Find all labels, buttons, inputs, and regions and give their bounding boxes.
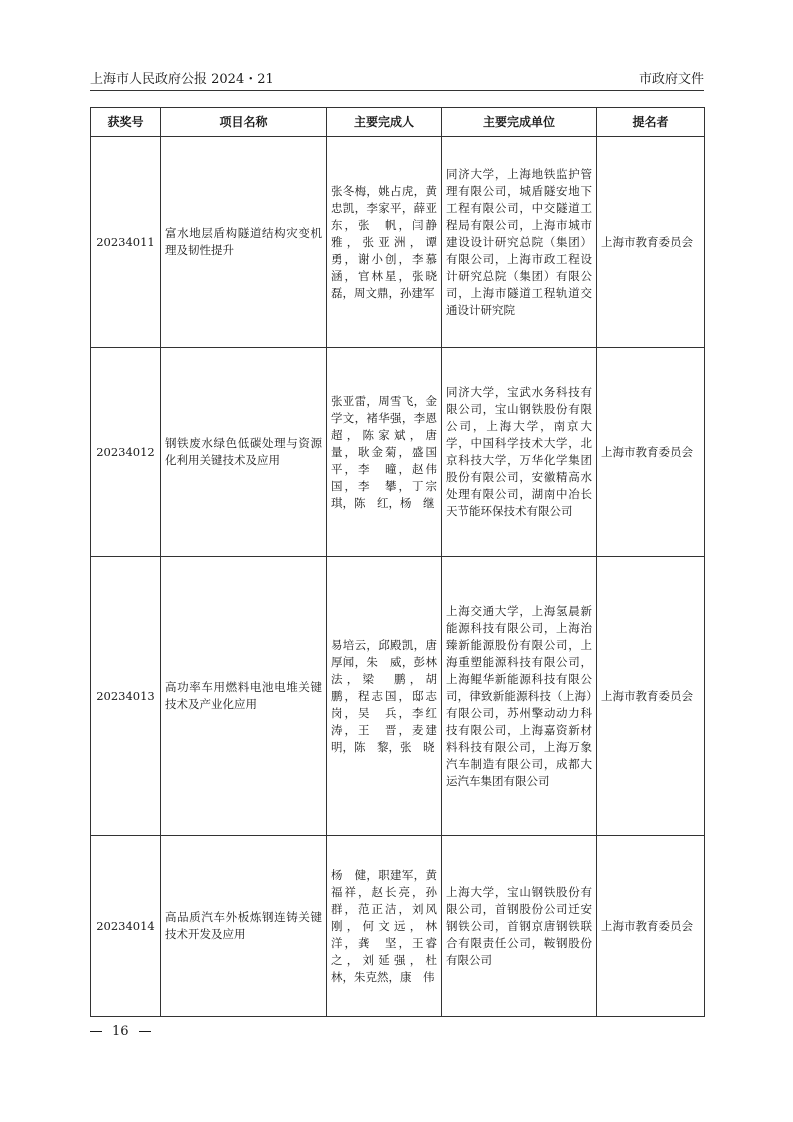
page-header bbox=[90, 68, 704, 88]
main-units: 同济大学，上海地铁监护管理有限公司，城盾隧安地下工程有限公司，中交隧道工程局有限公司，上海市城市建设设计研究总院（集团）有限公司，上海市政工程设计研究总院（集团）有限公司，上海市隧道工程轨道交通设计研究院 bbox=[442, 137, 597, 348]
main-units: 上海大学，宝山钢铁股份有限公司，首钢股份公司迁安钢铁公司，首钢京唐钢铁联合有限责任公司，鞍钢股份有限公司 bbox=[442, 836, 597, 1017]
header-divider bbox=[90, 90, 704, 91]
column-header-award-no: 获奖号 bbox=[91, 108, 161, 137]
main-contributors: 张冬梅，姚占虎，黄忠凯，李家平，薛亚东，张 帆，闫静雅，张亚洲，谭 勇，谢小创，李慕涵，官林星，张晓磊，周文鼎，孙建军 bbox=[327, 137, 442, 348]
nominator: 上海市教育委员会 bbox=[597, 348, 705, 557]
nominator: 上海市教育委员会 bbox=[597, 557, 705, 836]
section-label: 市政府文件 bbox=[638, 72, 704, 87]
table-row bbox=[91, 348, 705, 557]
column-header-units: 主要完成单位 bbox=[442, 108, 597, 137]
column-header-nominator: 提名者 bbox=[597, 108, 705, 137]
project-name: 钢铁废水绿色低碳处理与资源化利用关键技术及应用 bbox=[161, 348, 327, 557]
main-contributors: 杨 健，职建军，黄福祥，赵长亮，孙 群，范正洁，刘风刚，何文远，林 洋，龚 坚，王睿之，刘延强，杜 林，朱克然，康 伟 bbox=[327, 836, 442, 1017]
award-number: 20234014 bbox=[91, 836, 161, 1017]
main-units: 同济大学，宝武水务科技有限公司，宝山钢铁股份有限公司，上海大学，南京大学，中国科学技术大学，北京科技大学，万华化学集团股份有限公司，安徽精高水处理有限公司，湖南中冶长天节能环保技术有限公司 bbox=[442, 348, 597, 557]
page-number: 16 bbox=[112, 1023, 129, 1039]
nominator: 上海市教育委员会 bbox=[597, 137, 705, 348]
column-header-people: 主要完成人 bbox=[327, 108, 442, 137]
project-name: 高功率车用燃料电池电堆关键技术及产业化应用 bbox=[161, 557, 327, 836]
award-number: 20234011 bbox=[91, 137, 161, 348]
main-units: 上海交通大学，上海氢晨新能源科技有限公司，上海治臻新能源股份有限公司，上海重塑能源科技有限公司，上海鲲华新能源科技有限公司，律致新能源科技（上海）有限公司，苏州擎动动力科技有限公司，上海嘉资新材料科技有限公司，上海万象汽车制造有限公司，成都大运汽车集团有限公司 bbox=[442, 557, 597, 836]
table-header-row bbox=[91, 108, 705, 137]
awards-table bbox=[90, 107, 705, 1017]
table-row bbox=[91, 137, 705, 348]
project-name: 高品质汽车外板炼钢连铸关键技术开发及应用 bbox=[161, 836, 327, 1017]
award-number: 20234013 bbox=[91, 557, 161, 836]
publication-title: 上海市人民政府公报 2024・21 bbox=[90, 72, 274, 87]
footer-dash-right bbox=[139, 1031, 151, 1032]
main-contributors: 易培云，邱殿凯，唐厚闻，朱 威，彭林法，梁 鹏，胡 鹏，程志国，邸志岗，吴 兵，李红涛，王 晋，麦建明，陈 黎，张 晓 bbox=[327, 557, 442, 836]
footer-dash-left bbox=[90, 1031, 102, 1032]
column-header-project: 项目名称 bbox=[161, 108, 327, 137]
award-number: 20234012 bbox=[91, 348, 161, 557]
nominator: 上海市教育委员会 bbox=[597, 836, 705, 1017]
page-footer bbox=[90, 1021, 151, 1041]
main-contributors: 张亚雷，周雪飞，金学文，褚华强，李恩超，陈家斌，唐 量，耿金菊，盛国平，李 曈，赵伟国，李 攀，丁宗琪，陈 红，杨 继 bbox=[327, 348, 442, 557]
table-row bbox=[91, 557, 705, 836]
project-name: 富水地层盾构隧道结构灾变机理及韧性提升 bbox=[161, 137, 327, 348]
table-row bbox=[91, 836, 705, 1017]
